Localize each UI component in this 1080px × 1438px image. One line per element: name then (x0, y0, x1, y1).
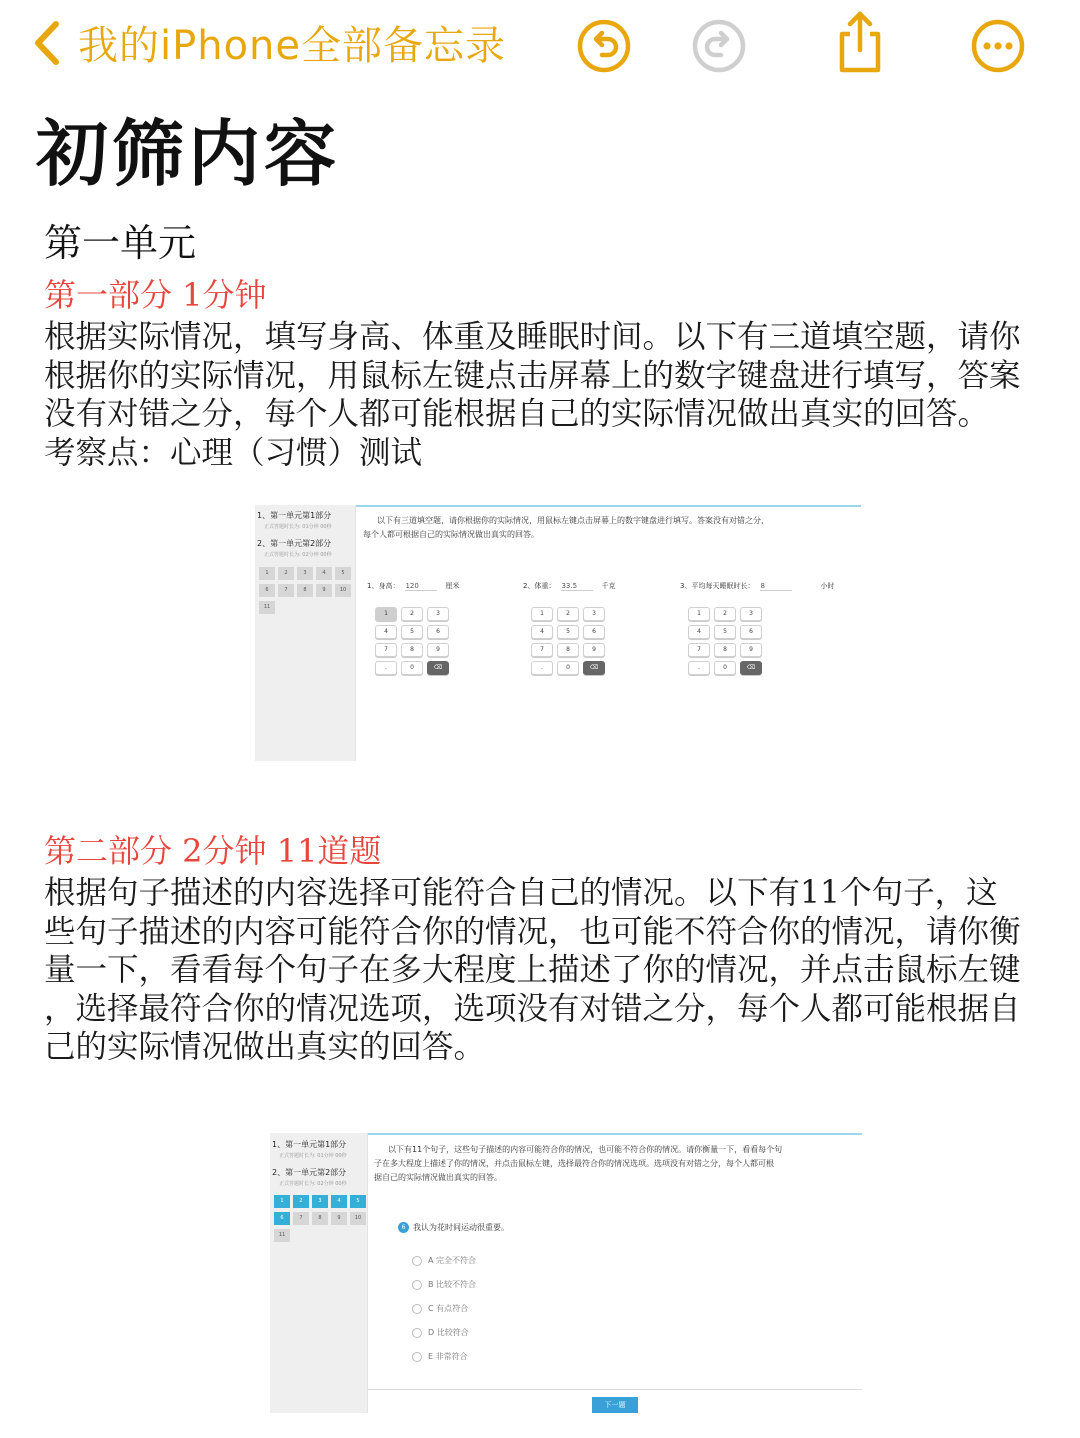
more-icon (970, 18, 1026, 74)
question-cell: 1 (274, 1195, 290, 1208)
key: 5 (714, 625, 736, 639)
key: 6 (740, 625, 762, 639)
part2-heading: 第二部分 2分钟 11道题 (44, 832, 382, 870)
more-button[interactable] (970, 18, 1026, 74)
part1-heading: 第一部分 1分钟 (44, 276, 267, 314)
redo-icon (691, 18, 747, 74)
key: 5 (557, 625, 579, 639)
key: 4 (531, 625, 553, 639)
question (398, 1222, 509, 1233)
undo-icon (576, 18, 632, 74)
part1-paragraph (44, 318, 1034, 472)
question-cell: 3 (297, 567, 313, 580)
key: 8 (401, 643, 423, 657)
key: 7 (531, 643, 553, 657)
delete-key: ⌫ (740, 661, 762, 675)
question-grid (274, 1195, 367, 1242)
field-label: 2、体重： (523, 582, 556, 590)
exam-sidebar (255, 505, 356, 761)
divider (368, 1389, 862, 1390)
key: 2 (401, 607, 423, 621)
field-unit: 厘米 (445, 582, 460, 590)
sidebar-item-part1: 1、第一单元第1部分 (257, 511, 332, 520)
question-cell: 6 (259, 584, 275, 597)
text-line: 些句子描述的内容可能符合你的情况，也可能不符合你的情况，请你衡 (44, 913, 1021, 950)
question-cell: 2 (293, 1195, 309, 1208)
text-line: 量一下，看看每个句子在多大程度上描述了你的情况，并点击鼠标左键 (44, 952, 1021, 988)
field-label: 1、身高： (367, 582, 400, 590)
field-unit: 小时 (820, 582, 835, 590)
question-text: 我认为花时间运动很重要。 (413, 1223, 509, 1232)
shot-intro (363, 514, 769, 542)
option-c (412, 1303, 468, 1314)
radio-icon (412, 1304, 422, 1314)
next-question-button: 下一题 (592, 1397, 638, 1413)
key: 0 (714, 661, 736, 675)
keypad (688, 607, 762, 675)
option-label: A 完全不符合 (428, 1256, 477, 1265)
key: 6 (427, 625, 449, 639)
option-label: E 非常符合 (428, 1352, 468, 1361)
question-cell: 4 (331, 1195, 347, 1208)
question-cell: 11 (259, 601, 275, 614)
key: 7 (375, 643, 397, 657)
option-label: C 有点符合 (428, 1304, 469, 1313)
question-cell: 8 (297, 584, 313, 597)
option-label: D 比较符合 (428, 1328, 469, 1337)
key: 8 (557, 643, 579, 657)
screenshot-choice (270, 1133, 862, 1413)
share-button[interactable] (832, 10, 888, 74)
shot-intro (374, 1143, 782, 1185)
text-line: 根据句子描述的内容选择可能符合自己的情况。以下有11个句子，这 (44, 875, 998, 911)
question-cell: 3 (312, 1195, 328, 1208)
weight-field (523, 581, 615, 591)
key: 3 (740, 607, 762, 621)
note-title: 初筛内容 (36, 112, 341, 196)
key: 9 (583, 643, 605, 657)
text-line: 根据实际情况，填写身高、体重及睡眠时间。以下有三道填空题，请你 (44, 319, 1021, 355)
key: 1 (531, 607, 553, 621)
back-label: 我的iPhone全部备忘录 (78, 23, 507, 69)
field-unit: 千克 (601, 582, 616, 590)
key: 5 (401, 625, 423, 639)
key: 2 (557, 607, 579, 621)
key: 6 (583, 625, 605, 639)
key: 9 (427, 643, 449, 657)
field-value: 120 (405, 582, 437, 591)
key: . (531, 661, 553, 675)
divider (356, 505, 861, 507)
question-cell: 9 (331, 1212, 347, 1225)
text-line: 没有对错之分，每个人都可能根据自己的实际情况做出真实的回答。 (44, 396, 990, 432)
radio-icon (412, 1328, 422, 1338)
sidebar-item-part2: 2、第一单元第2部分 (257, 539, 332, 548)
part2-paragraph (44, 874, 1034, 1067)
text-line: 以下有11个句子，这些句子描述的内容可能符合你的情况，也可能不符合你的情况。请你衡量一下，看看每个句 (388, 1145, 783, 1154)
key: 8 (714, 643, 736, 657)
key: 1 (688, 607, 710, 621)
question-cell: 1 (259, 567, 275, 580)
field-value: 33.5 (561, 582, 593, 591)
delete-key: ⌫ (583, 661, 605, 675)
nav-bar (0, 0, 1080, 90)
text-line: 根据你的实际情况，用鼠标左键点击屏幕上的数字键盘进行填写，答案 (44, 357, 1021, 394)
radio-icon (412, 1352, 422, 1362)
key: 2 (714, 607, 736, 621)
divider (368, 1133, 862, 1135)
keypad (531, 607, 605, 675)
key: . (375, 661, 397, 675)
question-cell: 10 (350, 1212, 366, 1225)
sidebar-item-sub: 正式答题时长为: 02分钟 00秒 (264, 552, 332, 558)
sidebar-item-part2: 2、第一单元第2部分 (272, 1168, 347, 1177)
sidebar-item-sub: 正式答题时长为: 01分钟 00秒 (264, 524, 332, 530)
question-cell: 7 (293, 1212, 309, 1225)
question-cell: 9 (316, 584, 332, 597)
option-a (412, 1255, 476, 1266)
exam-sidebar (270, 1133, 368, 1413)
key: 0 (557, 661, 579, 675)
key: 3 (427, 607, 449, 621)
key: 4 (375, 625, 397, 639)
height-field (367, 581, 459, 591)
key: . (688, 661, 710, 675)
key: 0 (401, 661, 423, 675)
sidebar-item-sub: 正式答题时长为: 02分钟 00秒 (279, 1181, 347, 1187)
text-line: 以下有三道填空题，请你根据你的实际情况，用鼠标左键点击屏幕上的数字键盘进行填写。答案没有对错之分， (377, 516, 769, 525)
option-e (412, 1351, 468, 1362)
text-line: 考察点：心理（习惯）测试 (44, 434, 423, 471)
unit-heading: 第一单元 (44, 221, 197, 265)
question-cell: 7 (278, 584, 294, 597)
undo-button[interactable] (576, 18, 632, 74)
screenshot-fill-in (255, 505, 861, 761)
sidebar-item-sub: 正式答题时长为: 01分钟 00秒 (279, 1153, 347, 1159)
text-line: 子在多大程度上描述了你的情况，并点击鼠标左键，选择最符合你的情况选项。选项没有对错之分，每个人都可根 (374, 1159, 774, 1168)
question-cell: 6 (274, 1212, 290, 1225)
text-line: 据自己的实际情况做出真实的回答。 (374, 1173, 502, 1182)
question-cell: 11 (274, 1229, 290, 1242)
question-cell: 5 (335, 567, 351, 580)
option-label: B 比较不符合 (428, 1280, 477, 1289)
sidebar-item-part1: 1、第一单元第1部分 (272, 1140, 347, 1149)
text-line: 己的实际情况做出真实的回答。 (44, 1029, 486, 1065)
chevron-left-icon (30, 18, 64, 68)
question-cell: 5 (350, 1195, 366, 1208)
key: 7 (688, 643, 710, 657)
key: 3 (583, 607, 605, 621)
question-cell: 4 (316, 567, 332, 580)
text-line: ，选择最符合你的情况选项，选项没有对错之分，每个人都可能根据自 (44, 990, 1021, 1027)
question-grid (259, 567, 352, 614)
question-cell: 2 (278, 567, 294, 580)
sleep-field (680, 581, 834, 591)
back-button[interactable] (30, 14, 506, 71)
radio-icon (412, 1280, 422, 1290)
text-line: 每个人都可根据自己的实际情况做出真实的回答。 (363, 530, 539, 539)
option-b (412, 1279, 476, 1290)
question-cell: 10 (335, 584, 351, 597)
redo-button[interactable] (691, 18, 747, 74)
radio-icon (412, 1256, 422, 1266)
field-value: 8 (760, 582, 792, 591)
key: 9 (740, 643, 762, 657)
option-d (412, 1327, 469, 1338)
keypad (375, 607, 449, 675)
share-icon (832, 10, 888, 74)
question-number: 6 (398, 1222, 409, 1233)
key: 1 (375, 607, 397, 621)
field-label: 3、平均每天睡眠时长： (680, 582, 755, 590)
key: 4 (688, 625, 710, 639)
delete-key: ⌫ (427, 661, 449, 675)
question-cell: 8 (312, 1212, 328, 1225)
